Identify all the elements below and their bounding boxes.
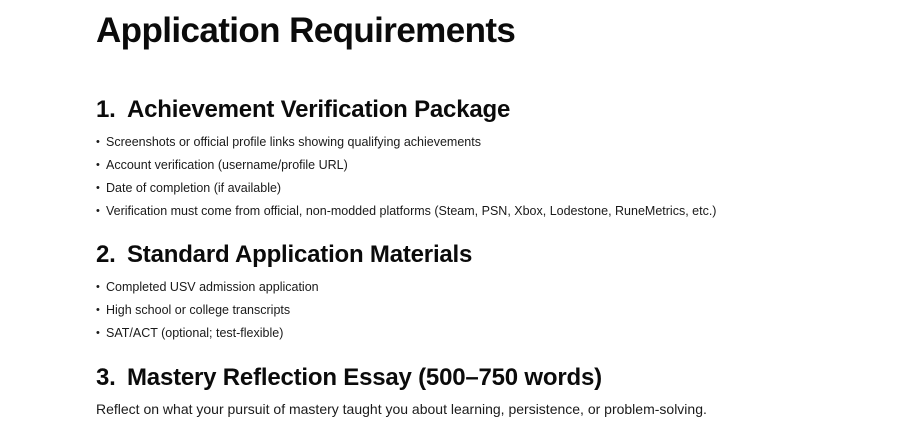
section-number: 2. <box>96 241 116 268</box>
bullet-icon: • <box>96 159 100 171</box>
section-number: 3. <box>96 364 116 391</box>
list-item-text: High school or college transcripts <box>106 303 291 317</box>
bullet-icon: • <box>96 182 100 194</box>
section-title: Standard Application Materials <box>127 241 473 268</box>
list-item <box>96 322 319 345</box>
bullet-icon: • <box>96 327 100 339</box>
bullet-icon: • <box>96 205 100 217</box>
list-item <box>96 177 716 200</box>
bullet-list <box>96 276 319 345</box>
list-item-text: Date of completion (if available) <box>106 181 282 195</box>
page-title: Application Requirements <box>96 11 516 50</box>
section-heading-mastery-essay <box>96 363 602 393</box>
section-title: Mastery Reflection Essay (500–750 words) <box>127 364 602 391</box>
list-item-text: Verification must come from official, non-modded platforms (Steam, PSN, Xbox, Lodestone, RuneMetrics, etc.) <box>106 204 717 218</box>
list-item <box>96 154 716 177</box>
list-item-text: Completed USV admission application <box>106 280 319 294</box>
list-item-text: SAT/ACT (optional; test-flexible) <box>106 326 284 340</box>
essay-prompt-paragraph: Reflect on what your pursuit of mastery taught you about learning, persistence, or problem-solving. <box>96 401 707 417</box>
section-title: Achievement Verification Package <box>127 96 511 123</box>
bullet-icon: • <box>96 304 100 316</box>
bullet-icon: • <box>96 281 100 293</box>
section-heading-achievement-verification <box>96 95 510 125</box>
list-item <box>96 276 319 299</box>
list-item-text: Screenshots or official profile links showing qualifying achievements <box>106 135 481 149</box>
bullet-list <box>96 131 716 223</box>
list-item <box>96 131 716 154</box>
bullet-icon: • <box>96 136 100 148</box>
list-item <box>96 200 716 223</box>
list-item-text: Account verification (username/profile URL) <box>106 158 348 172</box>
section-number: 1. <box>96 96 116 123</box>
section-heading-standard-materials <box>96 240 472 270</box>
list-item <box>96 299 319 322</box>
